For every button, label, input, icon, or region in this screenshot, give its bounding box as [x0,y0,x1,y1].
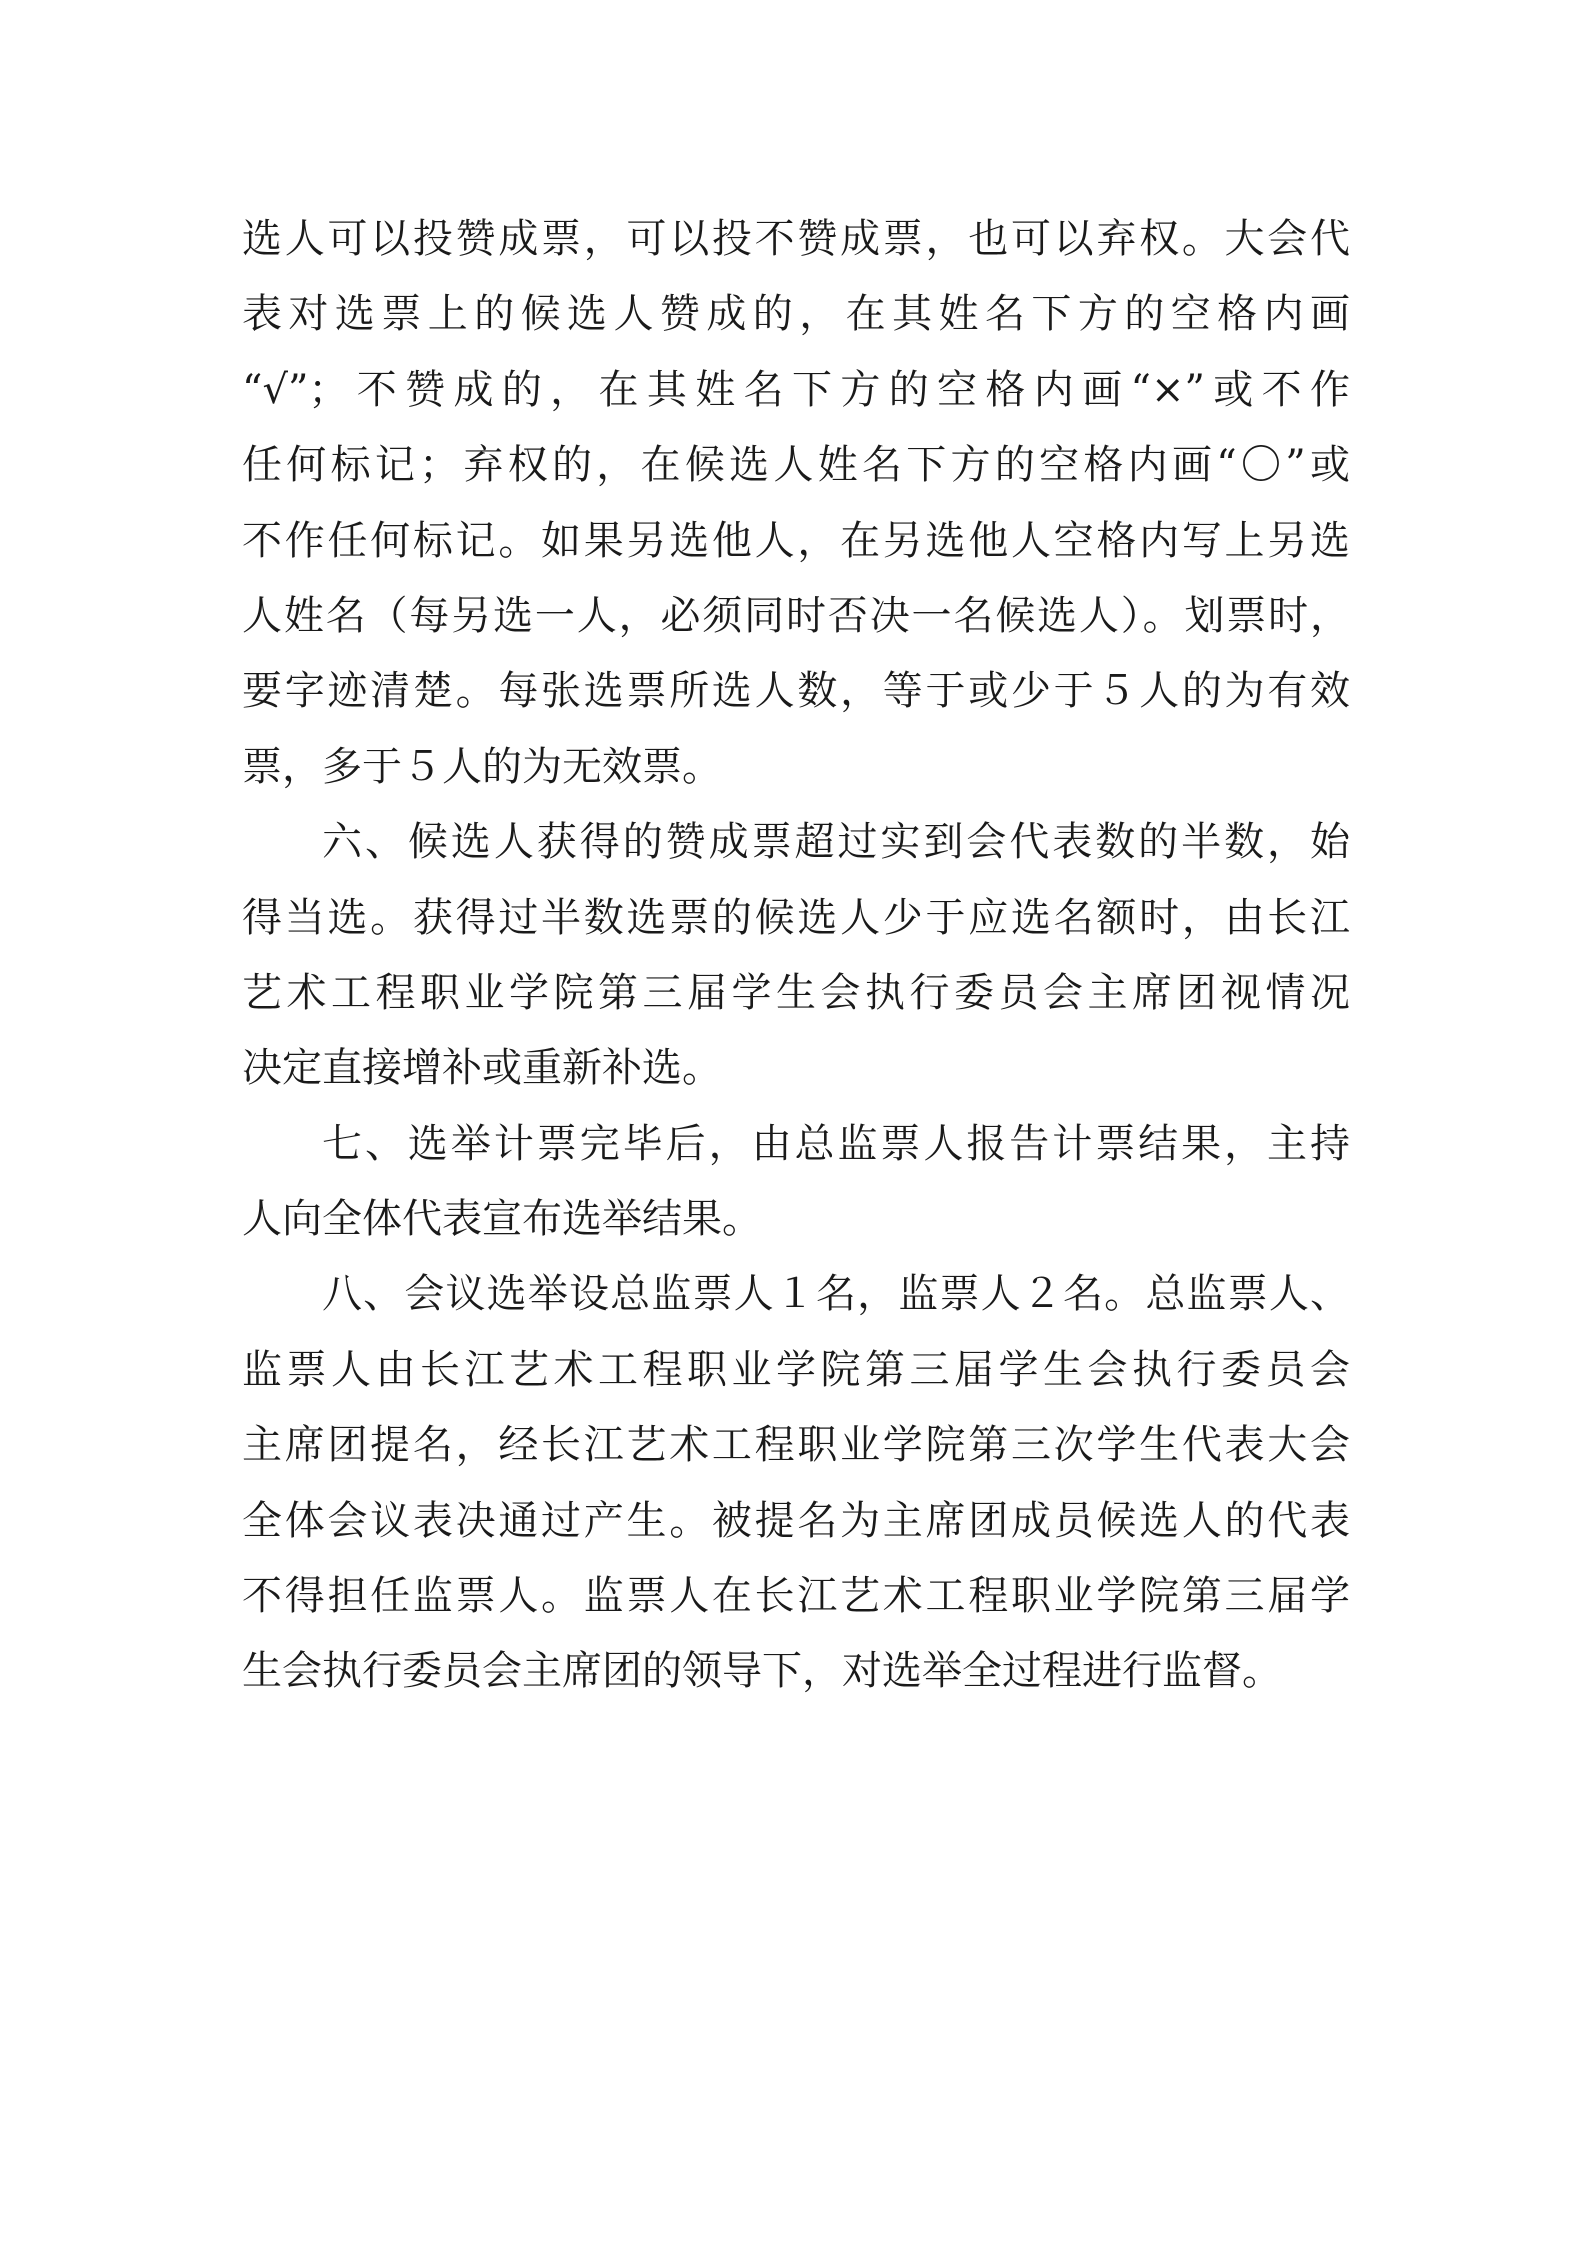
text-line: 六、候选人获得的赞成票超过实到会代表数的半数，始 [322,819,1350,866]
text-line: 全体会议表决通过产生。被提名为主席团成员候选人的代表 [242,1497,1350,1544]
text-line: 监票人由长江艺术工程职业学院第三届学生会执行委员会 [242,1346,1350,1393]
text-line: 人姓名（每另选一人，必须同时否决一名候选人）。划票时， [242,592,1350,639]
text-line: 选人可以投赞成票，可以投不赞成票，也可以弃权。大会代 [242,216,1350,262]
document-body [242,202,1350,1710]
text-line: 任何标记；弃权的，在候选人姓名下方的空格内画“〇”或 [242,442,1350,489]
text-line: 票，多于５人的为无效票。 [242,743,722,790]
text-line: 不得担任监票人。监票人在长江艺术工程职业学院第三届学 [242,1573,1350,1620]
text-line: 主席团提名，经长江艺术工程职业学院第三次学生代表大会 [242,1422,1350,1469]
text-line: 表对选票上的候选人赞成的，在其姓名下方的空格内画 [242,291,1350,338]
text-line: 八、会议选举设总监票人１名，监票人２名。总监票人、 [322,1271,1350,1318]
text-line: 要字迹清楚。每张选票所选人数，等于或少于５人的为有效 [242,668,1350,715]
text-line: 生会执行委员会主席团的领导下，对选举全过程进行监督。 [242,1648,1282,1695]
text-line: 不作任何标记。如果另选他人，在另选他人空格内写上另选 [242,517,1350,564]
text-line: 人向全体代表宣布选举结果。 [242,1196,762,1243]
text-line: 决定直接增补或重新补选。 [242,1045,722,1092]
text-line: “√”；不赞成的，在其姓名下方的空格内画“×”或不作 [242,366,1350,413]
text-line: 七、选举计票完毕后，由总监票人报告计票结果，主持 [322,1120,1350,1167]
text-line: 艺术工程职业学院第三届学生会执行委员会主席团视情况 [242,969,1350,1016]
text-line: 得当选。获得过半数选票的候选人少于应选名额时，由长江 [242,894,1350,941]
